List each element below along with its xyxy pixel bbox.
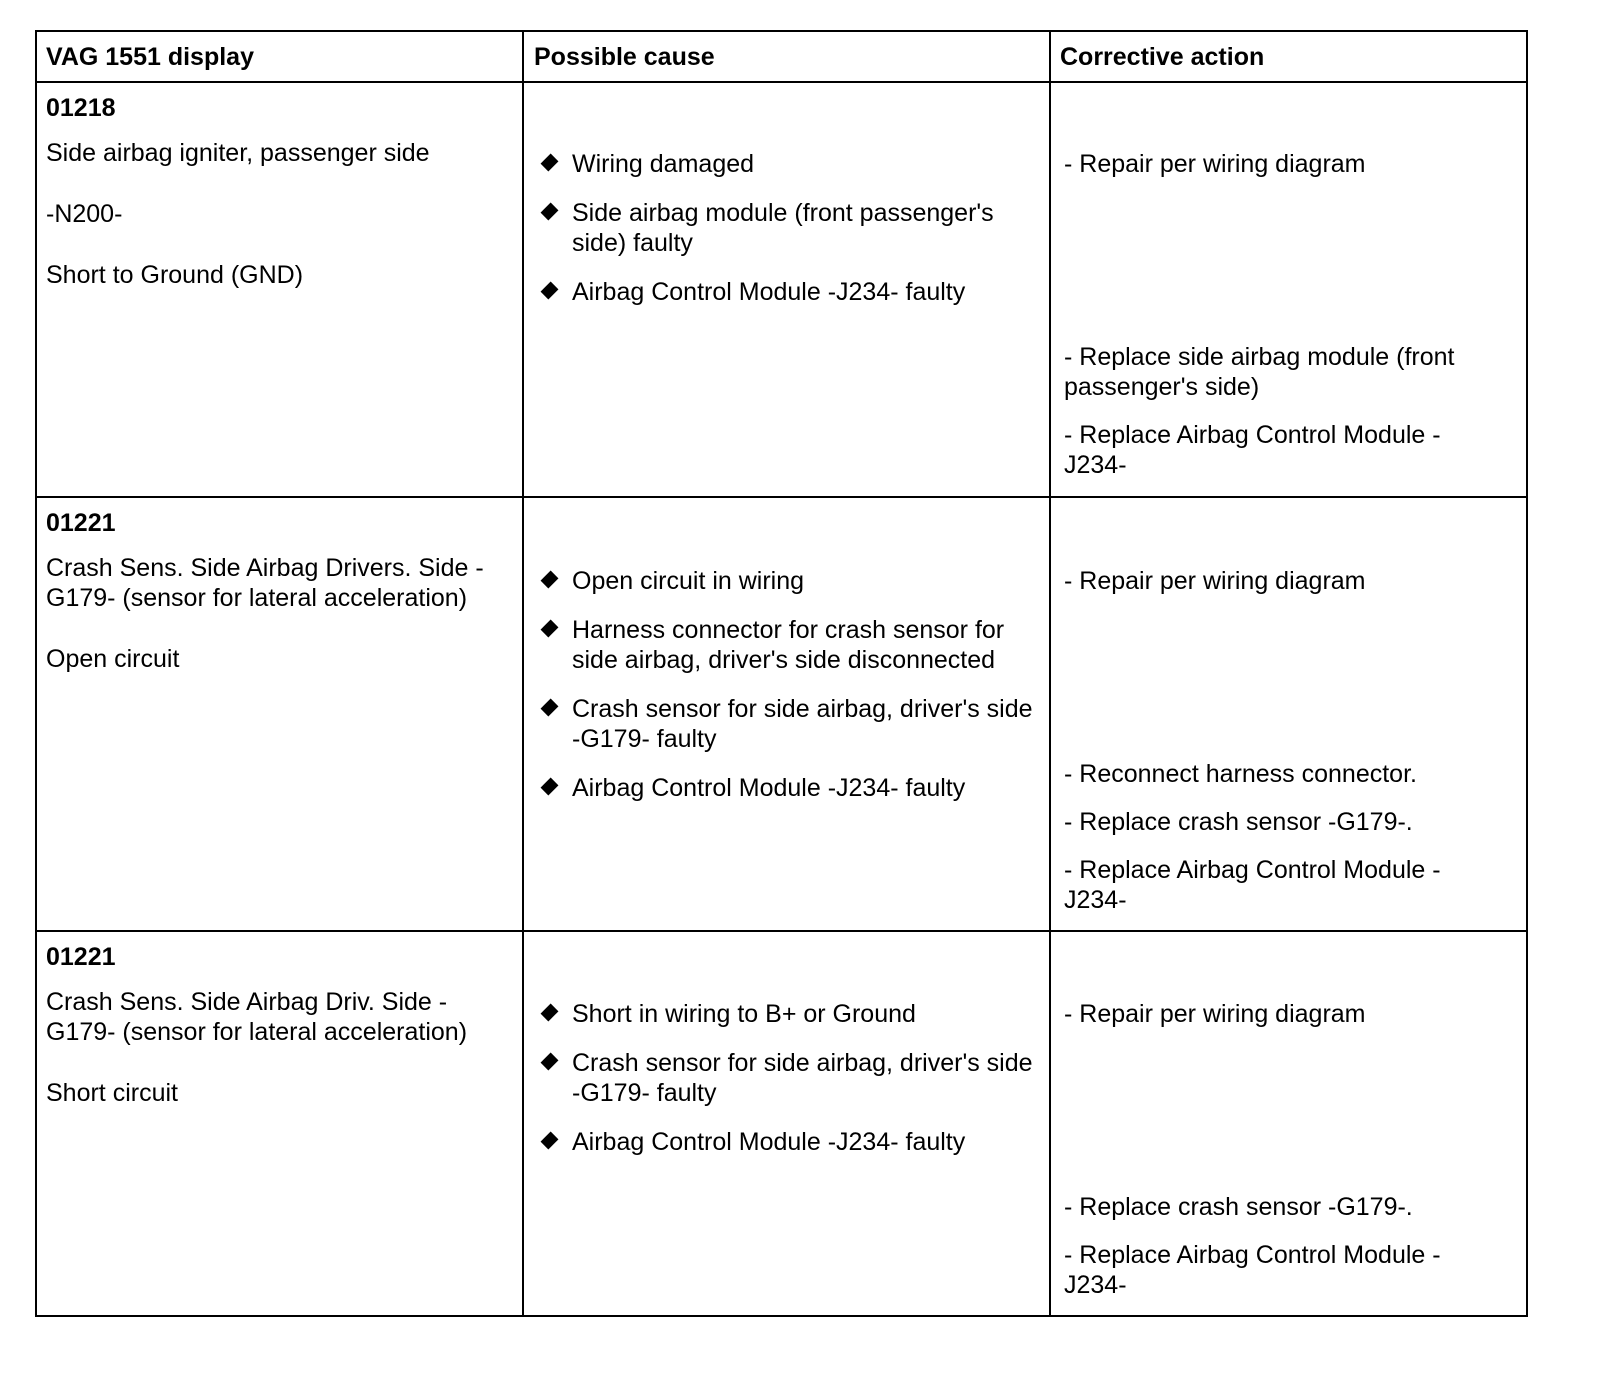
cause-text: Airbag Control Module -J234- faulty (572, 1128, 966, 1156)
corrective-action: - Repair per wiring diagram (1064, 150, 1366, 178)
fault-code: 01221 (46, 509, 116, 537)
cause-text: Side airbag module (front passenger's side) faulty (572, 199, 994, 257)
corrective-action: - Replace crash sensor -G179-. (1064, 1193, 1413, 1221)
diamond-bullet-icon (541, 620, 559, 638)
diamond-bullet-icon (541, 571, 559, 589)
action-cell (1051, 932, 1526, 1315)
cause-text: Crash sensor for side airbag, driver's side -G179- faulty (572, 695, 1033, 753)
action-cell (1051, 498, 1526, 930)
cause-text: Open circuit in wiring (572, 567, 805, 595)
display-cell (37, 498, 524, 930)
diamond-bullet-icon (541, 1132, 559, 1150)
cause-cell (524, 932, 1051, 1315)
fault-type: Open circuit (46, 645, 180, 673)
list-item (544, 566, 1034, 596)
cause-text: Airbag Control Module -J234- faulty (572, 774, 966, 802)
display-cell (37, 83, 524, 496)
list-item (544, 277, 1034, 307)
cause-list (544, 566, 1034, 822)
corrective-action: - Repair per wiring diagram (1064, 1000, 1366, 1028)
diamond-bullet-icon (541, 1004, 559, 1022)
table-row (37, 930, 1526, 1315)
fault-description: Crash Sens. Side Airbag Driv. Side -G179- (sensor for lateral acceleration) (46, 988, 468, 1046)
list-item (544, 615, 1034, 675)
fault-component: -N200- (46, 200, 123, 228)
cause-cell (524, 83, 1051, 496)
fault-type: Short to Ground (GND) (46, 261, 304, 289)
header-corrective-action: Corrective action (1060, 43, 1265, 71)
cause-list (544, 999, 1034, 1176)
list-item (544, 198, 1034, 258)
fault-description: Crash Sens. Side Airbag Drivers. Side -G179- (sensor for lateral acceleration) (46, 554, 484, 612)
cause-list (544, 149, 1034, 326)
diamond-bullet-icon (541, 699, 559, 717)
table-row (37, 496, 1526, 930)
corrective-action: - Replace side airbag module (front passenger's side) (1064, 343, 1455, 401)
list-item (544, 694, 1034, 754)
cause-text: Harness connector for crash sensor for side airbag, driver's side disconnected (572, 616, 1005, 674)
display-cell (37, 932, 524, 1315)
cause-text: Short in wiring to B+ or Ground (572, 1000, 916, 1028)
corrective-action: - Replace Airbag Control Module -J234- (1064, 421, 1441, 479)
corrective-action: - Repair per wiring diagram (1064, 567, 1366, 595)
cause-text: Crash sensor for side airbag, driver's side -G179- faulty (572, 1049, 1033, 1107)
fault-description: Side airbag igniter, passenger side (46, 139, 430, 167)
list-item (544, 1127, 1034, 1157)
list-item (544, 1048, 1034, 1108)
action-group-top (1064, 999, 1494, 1047)
action-group-bottom (1064, 759, 1494, 933)
diamond-bullet-icon (541, 282, 559, 300)
fault-code: 01218 (46, 94, 116, 122)
fault-type: Short circuit (46, 1079, 178, 1107)
action-group-bottom (1064, 1192, 1494, 1318)
corrective-action: - Replace Airbag Control Module -J234- (1064, 1241, 1441, 1299)
diamond-bullet-icon (541, 1053, 559, 1071)
fault-code: 01221 (46, 943, 116, 971)
diamond-bullet-icon (541, 203, 559, 221)
cause-cell (524, 498, 1051, 930)
diagnostic-table (35, 30, 1528, 1317)
cause-text: Wiring damaged (572, 150, 755, 178)
corrective-action: - Replace Airbag Control Module -J234- (1064, 856, 1441, 914)
table-header-row (37, 32, 1526, 81)
diamond-bullet-icon (541, 154, 559, 172)
list-item (544, 773, 1034, 803)
header-vag-display: VAG 1551 display (37, 32, 524, 81)
table-row (37, 81, 1526, 496)
action-group-bottom (1064, 342, 1494, 498)
list-item (544, 999, 1034, 1029)
corrective-action: - Replace crash sensor -G179-. (1064, 808, 1413, 836)
cause-text: Airbag Control Module -J234- faulty (572, 278, 966, 306)
header-possible-cause: Possible cause (524, 32, 1051, 81)
action-group-top (1064, 149, 1494, 197)
action-group-top (1064, 566, 1494, 614)
action-cell (1051, 83, 1526, 496)
diamond-bullet-icon (541, 778, 559, 796)
list-item (544, 149, 1034, 179)
corrective-action: - Reconnect harness connector. (1064, 760, 1417, 788)
